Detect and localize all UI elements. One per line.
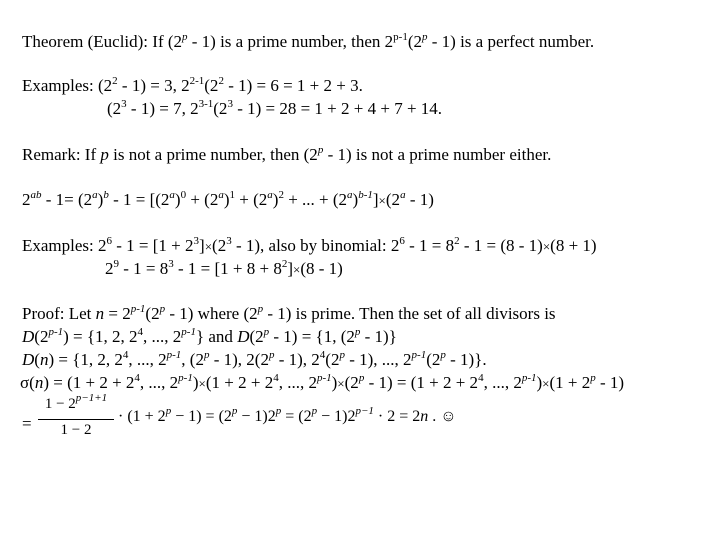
times-symbol: ×	[542, 376, 550, 391]
final-simplification: · $(1 + 2^p - 1) = (2^p - 1)2^p = (2^p - 1)2^{p-1} \cdot 2 = 2n$ . ☺	[118, 405, 457, 425]
proof-intro: Proof: Let $n = 2^{p-1}(2^p - 1)$ where (2$^p$ - 1) is prime. Then the set of all divisors is	[22, 303, 556, 323]
divisor-sets: $D(2^{p-1}) = \{1$, 2, $2^4$, ..., 2$^{p-1}$} and D(2$^p$ - 1) = {1, (2$^p$ - 1)}	[22, 326, 397, 346]
sigma-expansion: $\sigma(n) = (1 + 2 + 2^4$, ..., $2^{p-1})\times(1 + 2 + 2^4$, ..., $2^{p-1})\times(2^p - 1) = (1 + 2 + 2^4$, ..., $2^{p-1})\times(1 + 2^p - 1)$	[20, 372, 625, 392]
times-symbol: ×	[378, 193, 386, 208]
example-line-4: $2^9 - 1 = 8^3 - 1 = [1 + 8 + 8^2]\times(8 - 1)$	[105, 258, 343, 278]
times-symbol: ×	[204, 239, 213, 254]
theorem-statement: Theorem (Euclid): If (2$^p$ - 1) is a prime number, then 2$^{p-1}$(2$^p$ - 1) is a perfect number.	[22, 31, 595, 51]
fraction-bar	[38, 419, 114, 420]
times-symbol: ×	[198, 376, 206, 391]
times-symbol: ×	[542, 239, 551, 254]
times-symbol: ×	[293, 262, 301, 277]
fraction-numerator: $1 - 2^{p-1+1}$	[44, 392, 108, 412]
smiley-icon: ☺	[440, 408, 457, 425]
factorization-identity: $2^{ab} - 1= (2^a)^b - 1 = [(2^a)^0 + (2^a)^1 + (2^a)^2$ + ... + $(2^a)^{b-1}]\times(2^a - 1)$	[22, 189, 434, 209]
example-line-3: Examples: $2^6 - 1 = [1 + 2^3]\times(2^3 - 1)$, also by binomial: $2^6 - 1 = 8^2 - 1 = (8 - 1)\times(8 + 1)$	[22, 235, 597, 255]
times-symbol: ×	[337, 376, 345, 391]
remark: Remark: If p is not a prime number, then (2$^p$ - 1) is not a prime number either.	[22, 144, 552, 164]
divisors-of-n: D(n) = {1, 2, $2^4$, ..., 2$^{p-1}$, (2$^p$ - 1), 2(2$^p$ - 1), $2^4(2^p - 1)$, ..., 2$^{p-1}$(2$^p$ - 1)}.	[22, 349, 487, 369]
equals-sign: =	[22, 414, 32, 433]
example-line-2: $(2^3 - 1) = 7$, $2^{3-1}(2^3 - 1) = 28 = 1 + 2 + 4 + 7 + 14$.	[107, 98, 443, 118]
fraction-denominator: 1 − 2	[60, 422, 92, 438]
example-line-1: Examples: $(2^2 - 1) = 3$, $2^{2-1}(2^2 - 1) = 6 = 1 + 2 + 3$.	[22, 75, 363, 95]
